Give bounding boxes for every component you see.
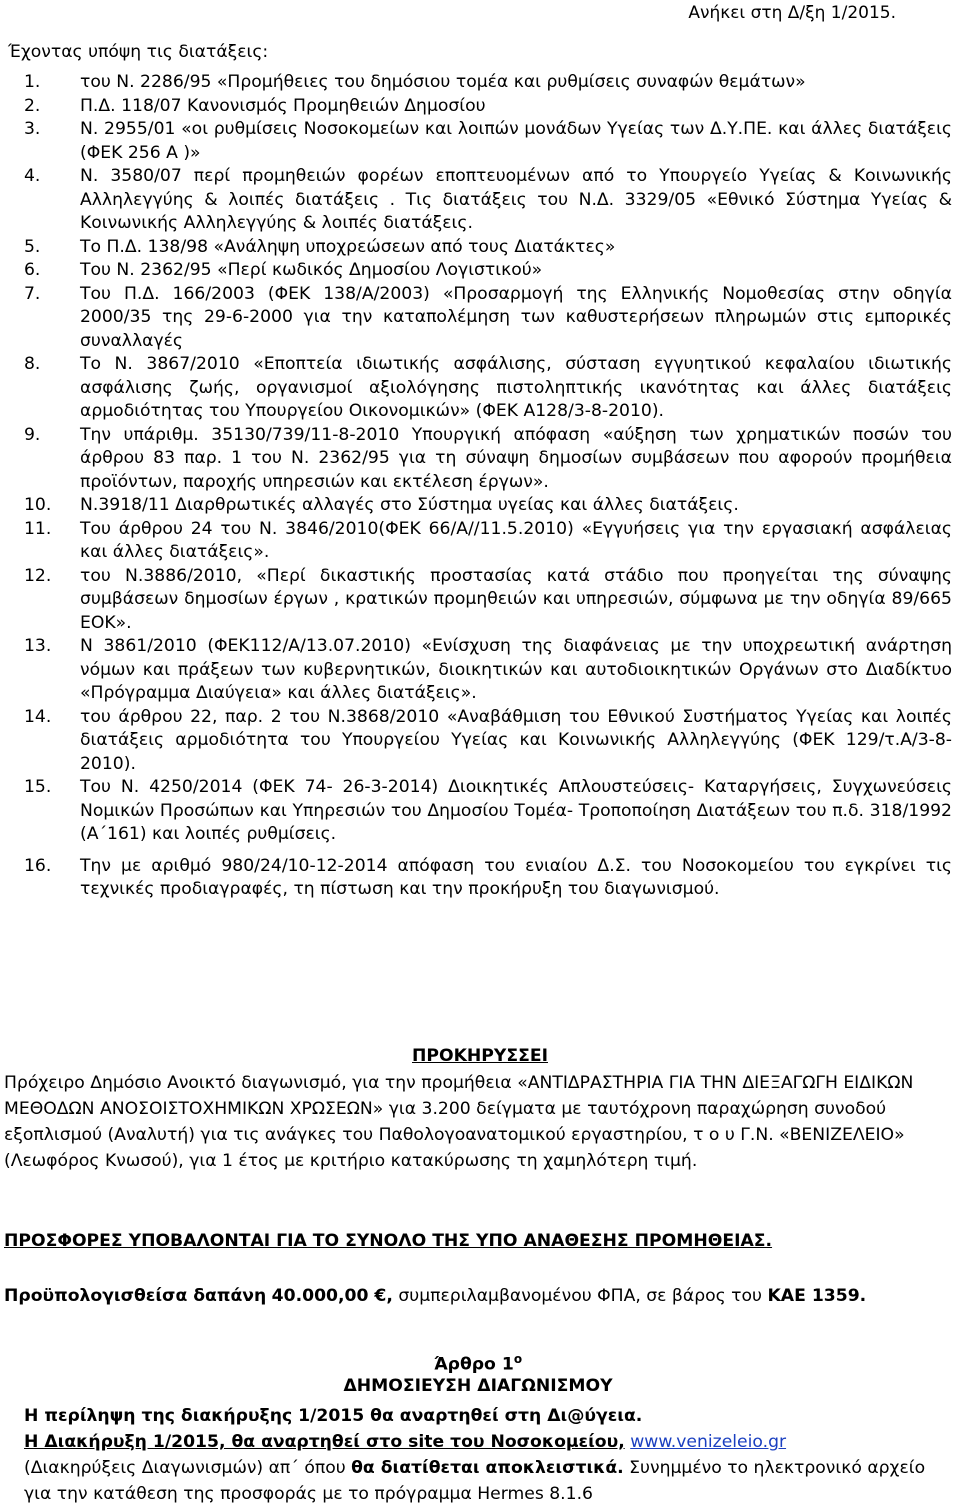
- list-item-number: 13.: [24, 636, 52, 656]
- list-item-number: 3.: [24, 119, 41, 139]
- article-title-text: Άρθρο 1: [433, 1354, 514, 1375]
- budget-paragraph: [4, 1283, 952, 1309]
- proclaim-heading: ΠΡΟΚΗΡΥΣΣΕΙ: [412, 1046, 548, 1066]
- list-item-number: 14.: [24, 706, 52, 727]
- list-item: [10, 706, 952, 777]
- list-item-text: Του άρθρου 24 του Ν. 3846/2010(ΦΕΚ 66/Α//11.5.2010) «Εγγυήσεις για την εργασιακή ασφάλειας και άλλες διατάξεις».: [80, 518, 952, 562]
- list-item-text: Ν.3918/11 Διαρθρωτικές αλλαγές στο Σύστημα υγείας και άλλες διατάξεις.: [80, 495, 739, 515]
- list-item: [10, 283, 952, 354]
- site-link[interactable]: www.venizeleio.gr: [630, 1432, 787, 1452]
- list-item-number: 12.: [24, 565, 52, 586]
- list-item: [10, 776, 952, 847]
- list-item-text: Ν. 2955/01 «οι ρυθμίσεις Νοσοκομείων και λοιπών μονάδων Υγείας των Δ.Υ.ΠΕ. και άλλες διατάξεις (ΦΕΚ 256 A )»: [80, 119, 952, 163]
- legal-basis-list: [10, 71, 952, 902]
- offers-heading: ΠΡΟΣΦΟΡΕΣ ΥΠΟΒΑΛΟΝΤΑΙ ΓΙΑ ΤΟ ΣΥΝΟΛΟ ΤΗΣ ΥΠΟ ΑΝΑΘΕΣΗΣ ΠΡΟΜΗΘΕΙΑΣ.: [4, 1231, 773, 1251]
- pub-line2: [24, 1429, 944, 1455]
- page-tag: Ανήκει στη Δ/ξη 1/2015.: [688, 3, 896, 23]
- budget-label: Προϋπολογισθείσα δαπάνη: [4, 1286, 267, 1306]
- list-item-number: 10.: [24, 495, 52, 515]
- list-item-text: του Ν. 2286/95 «Προμήθειες του δημόσιου τομέα και ρυθμίσεις συναφών θεμάτων»: [80, 72, 806, 92]
- list-item: [10, 518, 952, 565]
- list-item: [10, 494, 952, 518]
- list-item-number: 16.: [24, 855, 52, 876]
- list-item-number: 6.: [24, 260, 41, 280]
- intro-text: Έχοντας υπόψη τις διατάξεις:: [8, 42, 269, 62]
- list-item-number: 4.: [24, 166, 41, 186]
- list-item: [10, 95, 952, 119]
- pub-line3c: Συνημμένο το ηλεκτρονικό αρχείο για την κατάθεση της προσφοράς με το πρόγραμμα Hermes 8.1.6: [24, 1458, 926, 1504]
- publication-block: [24, 1403, 944, 1507]
- article-subtitle: ΔΗΜΟΣΙΕΥΣΗ ΔΙΑΓΩΝΙΣΜΟΥ: [343, 1376, 613, 1396]
- pub-line3a: (Διακηρύξεις Διαγωνισμών) απ΄ όπου: [24, 1458, 352, 1478]
- list-item-number: 5.: [24, 236, 41, 257]
- list-item-number: 15.: [24, 777, 52, 797]
- list-item: [10, 165, 952, 236]
- list-item-text: Ν. 3580/07 περί προμηθειών φορέων εποπτευομένων από το Υπουργείο Υγείας & Κοινωνικής Αλληλεγγύης & λοιπές διατάξεις . Τις διατάξεις του Ν.Δ. 3329/05 «Εθνικό Σύστημα Υγείας & Κοινωνικής Αλληλεγγύης & λοιπές διατάξεις.: [80, 166, 952, 233]
- list-item-text: του Ν.3886/2010, «Περί δικαστικής προστασίας κατά στάδιο που προηγείται της σύναψης συμβάσεων δημοσίων έργων , κρατικών προμηθειών και υπηρεσιών, σύμφωνα με την οδηγία 89/665 ΕΟΚ».: [80, 565, 952, 633]
- list-item: [10, 71, 952, 95]
- list-item: [10, 259, 952, 283]
- pub-line3b: θα διατίθεται αποκλειστικά.: [351, 1458, 624, 1478]
- pub-line1: Η περίληψη της διακήρυξης 1/2015 θα αναρτηθεί στη Δι@ύγεια.: [24, 1406, 643, 1426]
- list-item-number: 8.: [24, 354, 41, 374]
- list-item: [10, 565, 952, 636]
- list-item: [10, 424, 952, 495]
- tender-description: Πρόχειρο Δημόσιο Ανοικτό διαγωνισμό, για την προμήθεια «ΑΝΤΙΔΡΑΣΤΗΡΙΑ ΓΙΑ ΤΗΝ ΔΙΕΞΑΓΩΓΗ ΕΙΔΙΚΩΝ ΜΕΘΟΔΩΝ ΑΝΟΣΟΙΣΤΟΧΗΜΙΚΩΝ ΧΡΩΣΕΩΝ» για 3.200 δείγματα με ταυτόχρονη παραχώρηση συνοδού εξοπλισμού (Αναλυτή) για τις ανάγκες του Παθολογοανατομικού εργαστηρίου, τ ο υ Γ.Ν. «ΒΕΝΙΖΕΛΕΙΟ» (Λεωφόρος Κνωσού), για 1 έτος με κριτήριο κατακύρωσης τη χαμηλότερη τιμή.: [4, 1073, 914, 1171]
- list-item-text: Του Ν. 4250/2014 (ΦΕΚ 74- 26-3-2014) Διοικητικές Απλουστεύσεις- Καταργήσεις, Συγχωνεύσεις Νομικών Προσώπων και Υπηρεσιών του Δημοσίου Τομέα- Τροποποίηση Διατάξεων του π.δ. 318/1992 (Α΄161) και λοιπές ρυθμίσεις.: [80, 777, 952, 844]
- list-item-text: Το Ν. 3867/2010 «Εποπτεία ιδιωτικής ασφάλισης, σύσταση εγγυητικού κεφαλαίου ιδιωτικής ασφάλισης ζωής, οργανισμοί αξιολόγησης πιστοληπτικής ικανότητας και άλλες διατάξεις αρμοδιότητας του Υπουργείου Οικονομικών» (ΦΕΚ Α128/3-8-2010).: [80, 354, 952, 421]
- budget-kae: ΚΑΕ 1359.: [767, 1286, 867, 1306]
- budget-amount: 40.000,00 €,: [271, 1286, 393, 1306]
- article-sup: ο: [513, 1352, 523, 1366]
- list-item-number: 1.: [24, 72, 41, 92]
- list-item-number: 2.: [24, 95, 41, 116]
- list-item-text: Το Π.Δ. 138/98 «Ανάληψη υποχρεώσεων από τους Διατάκτες»: [80, 236, 616, 257]
- list-item-text: Του Ν. 2362/95 «Περί κωδικός Δημοσίου Λογιστικού»: [80, 260, 543, 280]
- pub-line3: [24, 1455, 944, 1507]
- pub-line2-text: Η Διακήρυξη 1/2015, θα αναρτηθεί στο site του Νοσοκομείου,: [24, 1432, 625, 1452]
- list-item-text: Π.Δ. 118/07 Κανονισμός Προμηθειών Δημοσίου: [80, 95, 486, 116]
- list-item-text: του άρθρου 22, παρ. 2 του Ν.3868/2010 «Αναβάθμιση του Εθνικού Συστήματος Υγείας και λοιπές διατάξεις αρμοδιότητα του Υπουργείου Υγείας και Κοινωνικής Αλληλεγγύης (ΦΕΚ 129/τ.Α/3-8-2010).: [80, 706, 952, 774]
- list-item: [10, 236, 952, 260]
- list-item-number: 11.: [24, 518, 52, 539]
- list-item: [10, 118, 952, 165]
- list-item: [10, 855, 952, 902]
- list-item-number: 7.: [24, 283, 41, 304]
- list-item-text: Του Π.Δ. 166/2003 (ΦΕΚ 138/Α/2003) «Προσαρμογή της Ελληνικής Νομοθεσίας στην οδηγία 2000/35 της 29-6-2000 για την καταπολέμηση των καθυστερήσεων πληρωμών στις εμπορικές συναλλαγές: [80, 283, 952, 351]
- list-item-text: Την υπάριθμ. 35130/739/11-8-2010 Υπουργική απόφαση «αύξηση των χρηματικών ποσών του άρθρου 83 παρ. 1 του Ν. 2362/95 για τη σύναψη δημοσίων συμβάσεων που αφορούν προμήθεια προϊόντων, παροχής υπηρεσιών και εκτέλεση έργων».: [80, 424, 952, 492]
- list-item-text: Ν 3861/2010 (ΦΕΚ112/Α/13.07.2010) «Ενίσχυση της διαφάνειας με την υποχρεωτική ανάρτηση νόμων και πράξεων των κυβερνητικών, διοικητικών και αυτοδιοικητικών Οργάνων στο Διαδίκτυο «Πρόγραμμα Διαύγεια» και άλλες διατάξεις».: [80, 636, 952, 703]
- list-item-number: 9.: [24, 424, 41, 445]
- budget-mid: συμπεριλαμβανομένου ΦΠΑ, σε βάρος του: [392, 1286, 768, 1306]
- list-item-text: Την με αριθμό 980/24/10-12-2014 απόφαση του ενιαίου Δ.Σ. του Νοσοκομείου του εγκρίνει τις τεχνικές προδιαγραφές, τη πίστωση και την προκήρυξη του διαγωνισμού.: [80, 855, 952, 899]
- list-item: [10, 635, 952, 706]
- list-item: [10, 353, 952, 424]
